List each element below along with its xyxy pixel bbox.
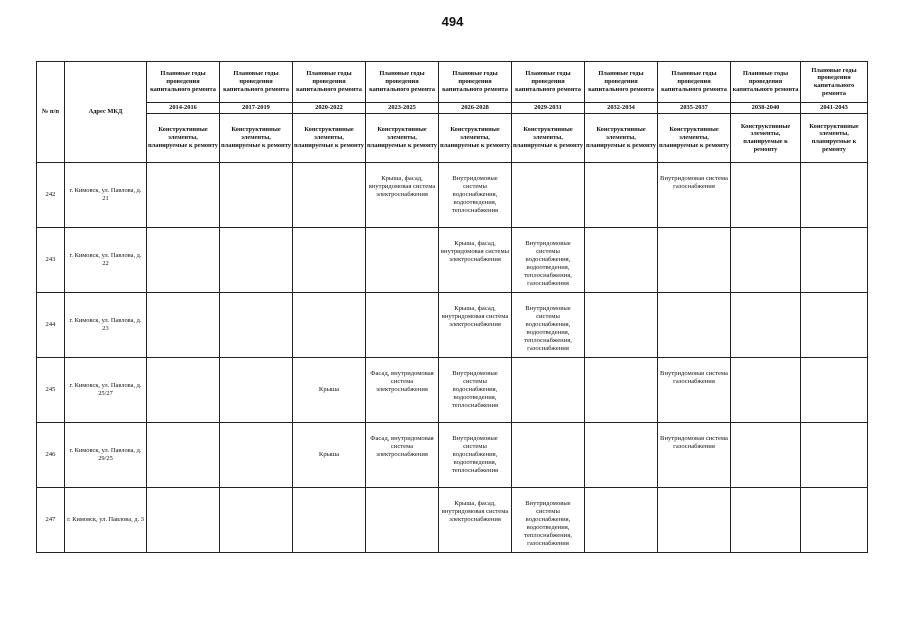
row-address: г. Кимовск, ул. Павлова, д. 23: [65, 293, 147, 358]
year-range: 2035-2037: [658, 103, 731, 114]
repair-cell: [512, 423, 585, 488]
period-header: Плановые годы проведения капитального ремонта: [512, 62, 585, 103]
table-row: [37, 488, 868, 553]
row-number: 246: [37, 423, 65, 488]
elements-header: Конструктивные элементы, планируемые к ремонту: [512, 114, 585, 163]
year-range: 2023-2025: [366, 103, 439, 114]
elements-header: Конструктивные элементы, планируемые к ремонту: [293, 114, 366, 163]
repair-cell: Внутридомовые системы водоснабжения, водоотведения, теплоснабжения: [439, 163, 512, 228]
repair-cell: Крыша, фасад, внутридомовая системы электроснабжения: [439, 228, 512, 293]
num-column-header: № п/п: [37, 62, 65, 163]
header-years-row: [37, 103, 868, 114]
repair-cell: [220, 358, 293, 423]
repair-cell: [220, 163, 293, 228]
repair-cell: Крыша: [293, 358, 366, 423]
repair-cell: [731, 358, 801, 423]
year-range: 2014-2016: [147, 103, 220, 114]
period-header: Плановые годы проведения капитального ремонта: [293, 62, 366, 103]
repair-cell: [801, 423, 868, 488]
repair-cell: [220, 488, 293, 553]
row-number: 242: [37, 163, 65, 228]
period-header: Плановые годы проведения капитального ремонта: [220, 62, 293, 103]
repair-cell: [293, 163, 366, 228]
repair-cell: [585, 163, 658, 228]
header-periods-row: [37, 62, 868, 103]
elements-header: Конструктивные элементы, планируемые к ремонту: [801, 114, 868, 163]
row-address: г. Кимовск, ул. Павлова, д. 22: [65, 228, 147, 293]
repair-cell: [147, 358, 220, 423]
repair-cell: [147, 488, 220, 553]
repair-cell: [585, 293, 658, 358]
year-range: 2032-2034: [585, 103, 658, 114]
elements-header: Конструктивные элементы, планируемые к ремонту: [147, 114, 220, 163]
row-address: г. Кимовск, ул. Павлова, д. 21: [65, 163, 147, 228]
repair-cell: Внутридомовые системы водоснабжения, водоотведения, теплоснабжения, газоснабжения: [512, 228, 585, 293]
repair-cell: [731, 293, 801, 358]
repair-cell: [366, 293, 439, 358]
repair-cell: Внутридомовая система газоснабжения: [658, 423, 731, 488]
page-number: 494: [441, 14, 464, 29]
year-range: 2020-2022: [293, 103, 366, 114]
year-range: 2017-2019: [220, 103, 293, 114]
repair-cell: Крыша, фасад, внутридомовая система электроснабжения: [439, 293, 512, 358]
year-range: 2041-2043: [801, 103, 868, 114]
table-row: [37, 423, 868, 488]
repair-cell: [731, 488, 801, 553]
repair-cell: [512, 163, 585, 228]
table-row: [37, 163, 868, 228]
row-number: 245: [37, 358, 65, 423]
repair-cell: Внутридомовая система газоснабжения: [658, 163, 731, 228]
repair-cell: [147, 163, 220, 228]
header-elements-row: [37, 114, 868, 163]
year-range: 2038-2040: [731, 103, 801, 114]
period-header: Плановые годы проведения капитального ремонта: [585, 62, 658, 103]
repair-cell: [147, 293, 220, 358]
repair-cell: [658, 488, 731, 553]
repair-cell: [147, 228, 220, 293]
repair-cell: [366, 228, 439, 293]
row-address: г. Кимовск, ул. Павлова, д. 3: [65, 488, 147, 553]
elements-header: Конструктивные элементы, планируемые к ремонту: [585, 114, 658, 163]
elements-header: Конструктивные элементы, планируемые к ремонту: [220, 114, 293, 163]
row-address: г. Кимовск, ул. Павлова, д. 29/25: [65, 423, 147, 488]
repair-cell: Крыша, фасад, внутридомовая система электроснабжения: [439, 488, 512, 553]
elements-header: Конструктивные элементы, планируемые к ремонту: [439, 114, 512, 163]
repair-cell: [220, 228, 293, 293]
repair-cell: [220, 423, 293, 488]
period-header: Плановые годы проведения капитального ремонта: [801, 62, 868, 103]
repair-cell: Фасад, внутридомовая система электроснабжения: [366, 423, 439, 488]
repair-cell: [801, 358, 868, 423]
address-column-header: Адрес МКД: [65, 62, 147, 163]
repair-cell: Внутридомовые системы водоснабжения, водоотведения, теплоснабжения, газоснабжения: [512, 293, 585, 358]
repair-cell: [731, 163, 801, 228]
row-number: 243: [37, 228, 65, 293]
repair-cell: [801, 488, 868, 553]
row-number: 244: [37, 293, 65, 358]
repair-cell: [293, 228, 366, 293]
elements-header: Конструктивные элементы, планируемые к ремонту: [366, 114, 439, 163]
capital-repair-table: [36, 61, 868, 553]
repair-cell: [585, 228, 658, 293]
period-header: Плановые годы проведения капитального ремонта: [658, 62, 731, 103]
period-header: Плановые годы проведения капитального ремонта: [366, 62, 439, 103]
repair-cell: Внутридомовые системы водоснабжения, водоотведения, теплоснабжения, газоснабжения: [512, 488, 585, 553]
repair-cell: [220, 293, 293, 358]
table-body: [37, 163, 868, 553]
table-row: [37, 293, 868, 358]
elements-header: Конструктивные элементы, планируемые к ремонту: [731, 114, 801, 163]
repair-cell: [366, 488, 439, 553]
repair-cell: [512, 358, 585, 423]
repair-cell: [731, 423, 801, 488]
repair-cell: [585, 488, 658, 553]
repair-cell: [147, 423, 220, 488]
repair-cell: Крыша: [293, 423, 366, 488]
repair-cell: [658, 293, 731, 358]
year-range: 2026-2028: [439, 103, 512, 114]
repair-cell: [801, 163, 868, 228]
repair-cell: [801, 293, 868, 358]
repair-cell: [585, 358, 658, 423]
repair-cell: Внутридомовые системы водоснабжения, водоотведения, теплоснабжения: [439, 423, 512, 488]
repair-cell: [293, 488, 366, 553]
period-header: Плановые годы проведения капитального ремонта: [147, 62, 220, 103]
repair-cell: Внутридомовые системы водоснабжения, водоотведения, теплоснабжения: [439, 358, 512, 423]
year-range: 2029-2031: [512, 103, 585, 114]
period-header: Плановые годы проведения капитального ремонта: [731, 62, 801, 103]
repair-cell: [658, 228, 731, 293]
repair-cell: Фасад, внутридомовая система электроснабжения: [366, 358, 439, 423]
repair-cell: [293, 293, 366, 358]
repair-cell: [731, 228, 801, 293]
table-row: [37, 228, 868, 293]
repair-cell: Внутридомовая система газоснабжения: [658, 358, 731, 423]
row-address: г. Кимовск, ул. Павлова, д. 25/27: [65, 358, 147, 423]
repair-cell: Крыша, фасад, внутридомовая система электроснабжения: [366, 163, 439, 228]
row-number: 247: [37, 488, 65, 553]
table-header: [37, 62, 868, 163]
period-header: Плановые годы проведения капитального ремонта: [439, 62, 512, 103]
repair-cell: [801, 228, 868, 293]
table-row: [37, 358, 868, 423]
elements-header: Конструктивные элементы, планируемые к ремонту: [658, 114, 731, 163]
repair-cell: [585, 423, 658, 488]
